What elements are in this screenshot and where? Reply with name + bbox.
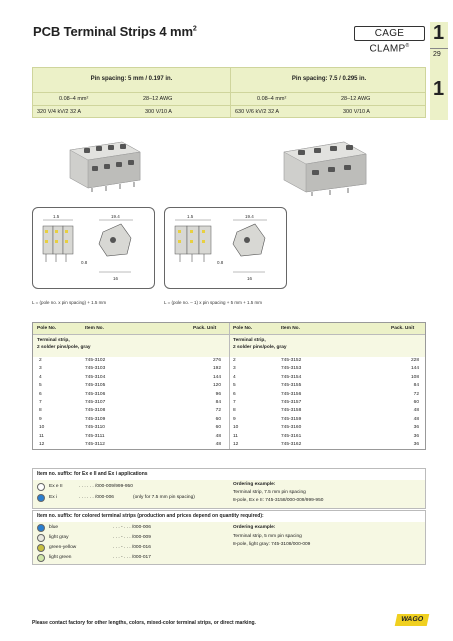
suffix-label: Ex i bbox=[49, 495, 57, 500]
item-no-cell: 745-3162 bbox=[281, 441, 302, 447]
spec-left-awg: 28–12 AWG bbox=[143, 96, 173, 102]
example-title: Ordering example: bbox=[233, 525, 276, 530]
item-no-cell: 745-3109 bbox=[85, 416, 106, 422]
col-header: Pole No. bbox=[233, 326, 253, 331]
pole-no-cell: 10 bbox=[233, 425, 239, 431]
pack-unit-cell: 72 bbox=[215, 408, 221, 414]
pole-no-cell: 8 bbox=[39, 408, 42, 414]
item-no-cell: 745-3112 bbox=[85, 441, 105, 447]
dim-label-d: 16 bbox=[247, 276, 253, 281]
dim-label-b: 19.4 bbox=[245, 214, 254, 219]
spec-box bbox=[32, 67, 426, 118]
page-title: PCB Terminal Strips 4 $mm^2$ bbox=[33, 24, 197, 39]
footer-note: Please contact factory for other lengths, colors, mixed-color terminal strips, or direct marking. bbox=[32, 620, 256, 626]
section-number: 1 bbox=[433, 22, 445, 44]
pack-unit-cell: 84 bbox=[215, 399, 221, 405]
suffix-code: . . . - . . . /000-016 bbox=[113, 545, 151, 550]
pack-unit-cell: 48 bbox=[413, 416, 419, 422]
dim-label-c: 0.8 bbox=[217, 260, 224, 265]
item-no-cell: 745-3105 bbox=[85, 383, 106, 389]
light-gray-dot-icon bbox=[37, 534, 45, 542]
suffix-ex-body bbox=[33, 480, 425, 508]
pole-no-cell: 2 bbox=[233, 358, 236, 363]
col-header: Pack. Unit bbox=[193, 326, 217, 331]
pack-unit-cell: 228 bbox=[410, 358, 419, 363]
spec-right bbox=[230, 68, 427, 117]
dim-label-c: 0.8 bbox=[81, 260, 88, 265]
suffix-ex-box bbox=[32, 468, 426, 509]
wago-logo: WAGO bbox=[395, 614, 430, 626]
pack-unit-cell: 108 bbox=[410, 374, 419, 380]
item-no-cell: 745-3108 bbox=[85, 408, 106, 414]
item-no-cell: 745-3153 bbox=[281, 366, 302, 372]
item-no-cell: 745-3106 bbox=[85, 391, 106, 397]
suffix-color-box bbox=[32, 510, 426, 565]
item-no-cell: 745-3159 bbox=[281, 416, 302, 422]
pack-unit-cell: 144 bbox=[410, 366, 419, 372]
order-table bbox=[32, 322, 426, 450]
item-no-cell: 745-3154 bbox=[281, 374, 302, 380]
item-no-cell: 745-3111 bbox=[85, 433, 105, 439]
table-column-divider bbox=[229, 323, 230, 449]
item-no-cell: 745-3155 bbox=[281, 383, 302, 389]
pole-no-cell: 4 bbox=[39, 374, 42, 380]
item-no-cell: 745-3157 bbox=[281, 399, 302, 405]
suffix-label: green-yellow bbox=[49, 545, 77, 550]
suffix-color-header: Item no. suffix: for colored terminal strips (production and prices depend on quantity required): bbox=[37, 513, 264, 519]
formula-right: L = (pole no. – 1) x pin spacing + 5 mm + 1.5 mm bbox=[164, 300, 263, 305]
white-dot-icon bbox=[37, 483, 45, 491]
item-no-cell: 745-3160 bbox=[281, 425, 302, 431]
suffix-label: Ex e II bbox=[49, 484, 63, 489]
spec-left-header: Pin spacing: 5 mm / 0.197 in. bbox=[90, 76, 173, 82]
pack-unit-cell: 96 bbox=[215, 391, 221, 397]
spec-right-header: Pin spacing: 7.5 / 0.295 in. bbox=[291, 76, 367, 82]
pack-unit-cell: 72 bbox=[413, 391, 419, 397]
blue-dot-icon bbox=[37, 524, 45, 532]
dim-label-a: 1.5 bbox=[187, 214, 194, 219]
pole-no-cell: 9 bbox=[233, 416, 236, 422]
drawing-7-5mm bbox=[164, 207, 287, 289]
col-header: Pack. Unit bbox=[391, 326, 415, 331]
dim-label-d: 16 bbox=[113, 276, 119, 281]
suffix-label: blue bbox=[49, 525, 59, 530]
example-line: 8-pole, light gray: 745-3108/000-009 bbox=[233, 542, 311, 547]
pack-unit-cell: 192 bbox=[212, 366, 221, 372]
pack-unit-cell: 36 bbox=[413, 441, 419, 447]
pole-no-cell: 5 bbox=[233, 383, 236, 389]
item-no-cell: 745-3156 bbox=[281, 391, 302, 397]
product-photo-7-5mm bbox=[278, 132, 370, 201]
suffix-code: . . . . . . /000-006 bbox=[79, 495, 114, 500]
pack-unit-cell: 60 bbox=[215, 425, 221, 431]
item-no-cell: 745-3110 bbox=[85, 425, 105, 431]
pack-unit-cell: 48 bbox=[413, 408, 419, 414]
item-no-cell: 745-3107 bbox=[85, 399, 106, 405]
group-label: Terminal strip, bbox=[233, 338, 266, 343]
pack-unit-cell: 120 bbox=[212, 383, 221, 389]
dim-label-b: 19.4 bbox=[111, 214, 120, 219]
pole-no-cell: 9 bbox=[39, 416, 42, 422]
pack-unit-cell: 84 bbox=[413, 383, 419, 389]
group-label: Terminal strip, bbox=[37, 338, 70, 343]
col-header: Item No. bbox=[281, 326, 300, 331]
suffix-note: (only for 7.5 mm pin spacing) bbox=[133, 495, 195, 500]
example-line: Terminal strip, 7.5 mm pin spacing bbox=[233, 490, 306, 495]
pole-no-cell: 3 bbox=[39, 366, 42, 372]
formula-left: L = (pole no. x pin spacing) + 1.5 mm bbox=[32, 300, 107, 305]
pole-no-cell: 2 bbox=[39, 358, 42, 363]
pole-no-cell: 10 bbox=[39, 425, 45, 431]
suffix-label: light green bbox=[49, 555, 72, 560]
pole-no-cell: 5 bbox=[39, 383, 42, 389]
pole-no-cell: 3 bbox=[233, 366, 236, 372]
item-no-cell: 745-3103 bbox=[85, 366, 106, 372]
spec-right-range: 0.08–4 mm² bbox=[257, 96, 287, 102]
pole-no-cell: 7 bbox=[233, 399, 236, 405]
blue-dot-icon bbox=[37, 494, 45, 502]
example-line: 8-pole, Ex e II: 745-3158/000-009/999-950 bbox=[233, 498, 324, 503]
item-no-cell: 745-3152 bbox=[281, 358, 302, 363]
item-no-cell: 745-3161 bbox=[281, 433, 302, 439]
col-header: Item No. bbox=[85, 326, 104, 331]
section-divider bbox=[430, 48, 448, 49]
spec-left bbox=[33, 68, 230, 117]
pole-no-cell: 7 bbox=[39, 399, 42, 405]
dim-label-a: 1.5 bbox=[53, 214, 60, 219]
pack-unit-cell: 144 bbox=[212, 374, 221, 380]
spec-left-ul: 300 V/10 A bbox=[145, 109, 172, 115]
spec-right-awg: 28–12 AWG bbox=[341, 96, 371, 102]
suffix-label: light gray bbox=[49, 535, 69, 540]
item-no-cell: 745-3102 bbox=[85, 358, 106, 363]
pole-no-cell: 6 bbox=[233, 391, 236, 397]
spec-right-ul: 300 V/10 A bbox=[343, 109, 370, 115]
pack-unit-cell: 48 bbox=[215, 441, 221, 447]
suffix-ex-header: Item no. suffix: for Ex e II and Ex i applications bbox=[37, 471, 148, 477]
spec-left-rating: 320 V/4 kV/2 32 A bbox=[37, 109, 82, 115]
pole-no-cell: 6 bbox=[39, 391, 42, 397]
suffix-code: . . . - . . . /000-006 bbox=[113, 525, 151, 530]
green-yellow-dot-icon bbox=[37, 544, 45, 552]
spec-right-rating: 630 V/6 kV/2 32 A bbox=[235, 109, 280, 115]
item-no-cell: 745-3158 bbox=[281, 408, 302, 414]
cage-clamp-logo: CAGE CLAMP® bbox=[354, 26, 425, 41]
pack-unit-cell: 60 bbox=[413, 399, 419, 405]
pole-no-cell: 8 bbox=[233, 408, 236, 414]
light-green-dot-icon bbox=[37, 554, 45, 562]
suffix-code: . . . - . . . /000-009 bbox=[113, 535, 151, 540]
example-line: Terminal strip, 5 mm pin spacing bbox=[233, 534, 302, 539]
suffix-code: . . . - . . . /000-017 bbox=[113, 555, 151, 560]
spec-left-range: 0.08–4 mm² bbox=[59, 96, 89, 102]
suffix-code: . . . . . . /000-009/999-950 bbox=[79, 484, 133, 489]
suffix-color-body bbox=[33, 522, 425, 564]
pole-no-cell: 12 bbox=[39, 441, 45, 447]
product-photo-5mm bbox=[62, 132, 144, 197]
col-header: Pole No. bbox=[37, 326, 57, 331]
pack-unit-cell: 36 bbox=[413, 425, 419, 431]
pack-unit-cell: 48 bbox=[215, 433, 221, 439]
item-no-cell: 745-3104 bbox=[85, 374, 106, 380]
pole-no-cell: 12 bbox=[233, 441, 239, 447]
drawing-5mm bbox=[32, 207, 155, 289]
pack-unit-cell: 60 bbox=[215, 416, 221, 422]
pole-no-cell: 4 bbox=[233, 374, 236, 380]
group-label: 2 solder pins/pole, gray bbox=[37, 345, 91, 350]
pole-no-cell: 11 bbox=[233, 433, 238, 439]
example-title: Ordering example: bbox=[233, 482, 276, 487]
chapter-number: 1 bbox=[433, 78, 445, 100]
page-number: 29 bbox=[433, 51, 441, 58]
group-label: 2 solder pins/pole, gray bbox=[233, 345, 287, 350]
pack-unit-cell: 36 bbox=[413, 433, 419, 439]
pack-unit-cell: 276 bbox=[212, 358, 221, 363]
pole-no-cell: 11 bbox=[39, 433, 44, 439]
